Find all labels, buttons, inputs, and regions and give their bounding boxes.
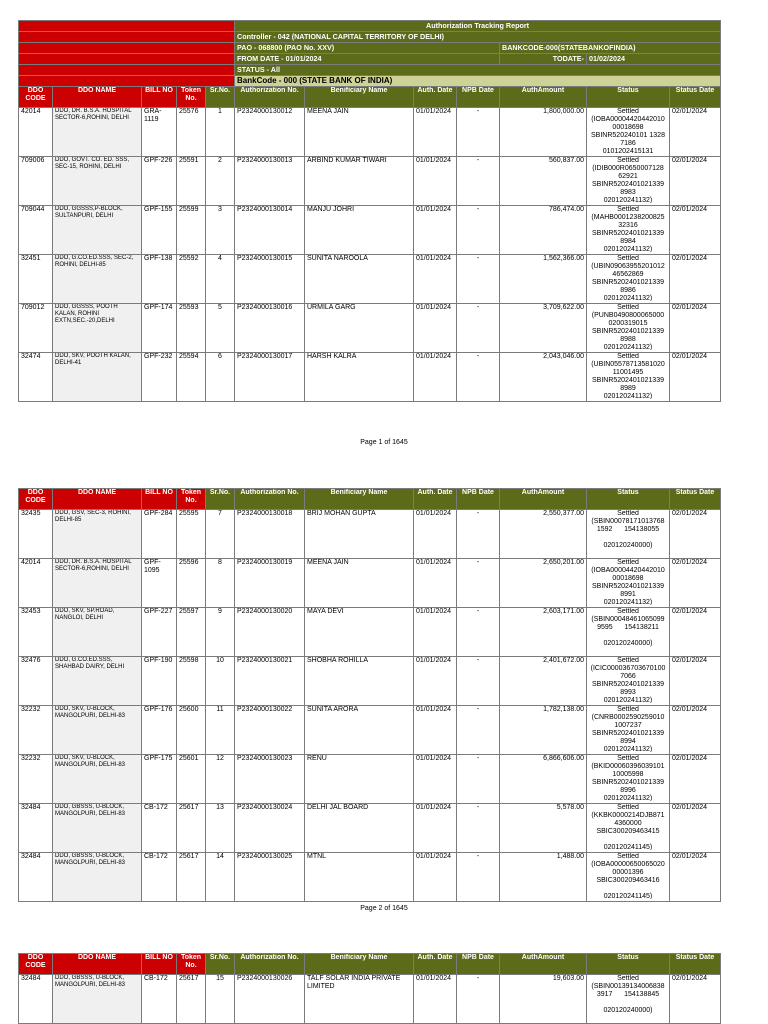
cell-status-date: 02/01/2024 [670,353,721,402]
cell-status-date: 02/01/2024 [670,608,721,657]
cell-sr-no: 12 [206,755,235,804]
cell-ddo-name: DDO, GBSSS, U-BLOCK, MANGOLPURI, DELHI-83 [53,975,142,1024]
cell-ddo-code: 709044 [19,206,53,255]
cell-status-date: 02/01/2024 [670,157,721,206]
cell-auth-date: 01/01/2024 [414,304,457,353]
table-row [19,657,721,706]
cell-token-no: 25617 [177,853,206,902]
col-ddo-name: DDO NAME [53,87,142,108]
col-bill-no: BILL NO [142,87,177,108]
cell-status-date: 02/01/2024 [670,706,721,755]
table-row [19,510,721,559]
cell-amount: 2,043,046.00 [500,353,587,402]
status-line: STATUS - All [235,65,721,76]
cell-auth-no: P2324000130015 [235,255,305,304]
cell-npb-date: - [457,706,500,755]
cell-npb-date: - [457,206,500,255]
cell-beneficiary: TALF SOLAR INDIA PRIVATE LIMITED [305,975,414,1024]
report-page-2 [18,488,715,902]
table-row [19,304,721,353]
cell-amount: 1,488.00 [500,853,587,902]
table-row [19,206,721,255]
cell-sr-no: 9 [206,608,235,657]
col-ddo-code: DDO CODE [19,954,53,975]
cell-beneficiary: MAYA DEVI [305,608,414,657]
column-header-row [19,87,721,108]
cell-npb-date: - [457,804,500,853]
cell-status: Settled (UBIN09063955201012 46562869 SBINR5202401021339 8986 020120241132) [587,255,670,304]
cell-npb-date: - [457,304,500,353]
col-amount: AuthAmount [500,954,587,975]
cell-ddo-code: 709012 [19,304,53,353]
cell-beneficiary: MEENA JAIN [305,559,414,608]
cell-auth-no: P2324000130020 [235,608,305,657]
cell-npb-date: - [457,755,500,804]
cell-status-date: 02/01/2024 [670,755,721,804]
col-beneficiary: Benificiary Name [305,954,414,975]
report-table-3 [18,953,721,1024]
cell-sr-no: 3 [206,206,235,255]
cell-auth-no: P2324000130017 [235,353,305,402]
cell-npb-date: - [457,510,500,559]
cell-ddo-code: 42014 [19,108,53,157]
cell-amount: 2,550,377.00 [500,510,587,559]
cell-auth-no: P2324000130022 [235,706,305,755]
cell-status-date: 02/01/2024 [670,853,721,902]
cell-auth-no: P2324000130016 [235,304,305,353]
col-sr-no: Sr.No. [206,489,235,510]
col-auth-no: Authorization No. [235,954,305,975]
cell-ddo-code: 709006 [19,157,53,206]
cell-status: Settled (CNRB0002590259010 1007237 SBINR5202401021339 8994 020120241132) [587,706,670,755]
table-row [19,108,721,157]
cell-bill-no: GPF-226 [142,157,177,206]
col-auth-date: Auth. Date [414,954,457,975]
cell-ddo-name: DDO, GBSSS, U-BLOCK, MANGOLPURI, DELHI-83 [53,804,142,853]
cell-token-no: 25600 [177,706,206,755]
cell-amount: 560,837.00 [500,157,587,206]
cell-ddo-name: DDO, GOVT. CO. ED. SSS, SEC-15, ROHINI, DELHI [53,157,142,206]
cell-bill-no: GRA-1119 [142,108,177,157]
table-row [19,157,721,206]
cell-npb-date: - [457,353,500,402]
table-row [19,608,721,657]
report-header-table [18,20,721,402]
cell-bill-no: GPF-174 [142,304,177,353]
cell-bill-no: GPF-190 [142,657,177,706]
table-row [19,559,721,608]
col-bill-no: BILL NO [142,954,177,975]
report-title: Authorization Tracking Report [235,21,721,32]
col-auth-no: Authorization No. [235,87,305,108]
cell-auth-no: P2324000130024 [235,804,305,853]
cell-status-date: 02/01/2024 [670,304,721,353]
column-header-row [19,954,721,975]
cell-bill-no: GPF-284 [142,510,177,559]
cell-beneficiary: SHOBHA ROHILLA [305,657,414,706]
cell-ddo-code: 32476 [19,657,53,706]
cell-bill-no: GPF-227 [142,608,177,657]
cell-status-date: 02/01/2024 [670,206,721,255]
cell-amount: 1,782,138.00 [500,706,587,755]
cell-token-no: 25576 [177,108,206,157]
cell-sr-no: 15 [206,975,235,1024]
report-page-1 [18,20,715,402]
col-sr-no: Sr.No. [206,954,235,975]
cell-auth-no: P2324000130025 [235,853,305,902]
cell-auth-date: 01/01/2024 [414,975,457,1024]
cell-token-no: 25598 [177,657,206,706]
col-token-no: Token No. [177,954,206,975]
cell-bill-no: CB-172 [142,853,177,902]
cell-status: Settled (MAHB0001238200825 32316 SBINR5202401021339 8984 020120241132) [587,206,670,255]
col-ddo-name: DDO NAME [53,954,142,975]
cell-bill-no: GPF-155 [142,206,177,255]
cell-beneficiary: SUNITA ARORA [305,706,414,755]
cell-beneficiary: MEENA JAIN [305,108,414,157]
cell-auth-date: 01/01/2024 [414,157,457,206]
col-npb-date: NPB Date [457,489,500,510]
cell-sr-no: 8 [206,559,235,608]
cell-auth-no: P2324000130013 [235,157,305,206]
cell-sr-no: 13 [206,804,235,853]
cell-auth-no: P2324000130014 [235,206,305,255]
col-status: Status [587,954,670,975]
cell-bill-no: CB-172 [142,975,177,1024]
cell-sr-no: 4 [206,255,235,304]
cell-status: Settled (KKBK0000214DJB871 4360000 SBIC300209463415 020120241145) [587,804,670,853]
todate-label: TODATE- [500,54,587,65]
cell-auth-no: P2324000130023 [235,755,305,804]
cell-beneficiary: URMILA GARG [305,304,414,353]
cell-sr-no: 10 [206,657,235,706]
cell-bill-no: GPF-175 [142,755,177,804]
column-header-row [19,489,721,510]
table-row [19,975,721,1024]
cell-token-no: 25591 [177,157,206,206]
cell-amount: 2,650,201.00 [500,559,587,608]
cell-token-no: 25601 [177,755,206,804]
cell-npb-date: - [457,975,500,1024]
cell-ddo-name: DDO, GGSSS, POOTH KALAN, ROHINI EXTN,SEC.-20,DELHI [53,304,142,353]
cell-ddo-name: DDO, DR. B.S.A. HOSPITAL SECTOR-6,ROHINI, DELHI [53,559,142,608]
cell-amount: 2,603,171.00 [500,608,587,657]
cell-auth-date: 01/01/2024 [414,804,457,853]
cell-amount: 1,800,000.00 [500,108,587,157]
cell-ddo-code: 32453 [19,608,53,657]
cell-beneficiary: BRIJ MOHAN GUPTA [305,510,414,559]
cell-auth-date: 01/01/2024 [414,559,457,608]
cell-ddo-name: DDO, SKV, SP.ROAD, NANGLOI, DELHI [53,608,142,657]
cell-ddo-name: DDO, DR. B.S.A. HOSPITAL SECTOR-6,ROHINI, DELHI [53,108,142,157]
cell-beneficiary: MANJU JOHRI [305,206,414,255]
col-token-no: Token No. [177,489,206,510]
cell-sr-no: 2 [206,157,235,206]
table-row [19,804,721,853]
cell-ddo-code: 32435 [19,510,53,559]
cell-npb-date: - [457,108,500,157]
col-status-date: Status Date [670,87,721,108]
cell-beneficiary: SUNITA NAROOLA [305,255,414,304]
col-auth-no: Authorization No. [235,489,305,510]
controller-line: Controller - 042 (NATIONAL CAPITAL TERRITORY OF DELHI) [235,32,721,43]
table-row [19,853,721,902]
pao-line: PAO - 068800 (PAO No. XXV) [235,43,500,54]
col-ddo-name: DDO NAME [53,489,142,510]
cell-ddo-code: 32474 [19,353,53,402]
col-amount: AuthAmount [500,87,587,108]
cell-ddo-code: 42014 [19,559,53,608]
col-npb-date: NPB Date [457,954,500,975]
cell-bill-no: GPF-1095 [142,559,177,608]
cell-ddo-name: DDO, G.CO.ED.SSS, SEC-2, ROHINI, DELHI-85 [53,255,142,304]
cell-ddo-name: DDO, SKV, U-BLOCK, MANGOLPURI, DELHI-83 [53,706,142,755]
cell-token-no: 25599 [177,206,206,255]
cell-auth-date: 01/01/2024 [414,657,457,706]
cell-status: Settled (IOBA00004420442010 00018698 SBINR5202401021339 8991 020120241132) [587,559,670,608]
cell-auth-no: P2324000130019 [235,559,305,608]
cell-bill-no: GPF-232 [142,353,177,402]
report-page-3 [18,953,715,1024]
cell-auth-no: P2324000130012 [235,108,305,157]
cell-ddo-code: 32451 [19,255,53,304]
page-footer-1: Page 1 of 1645 [360,439,408,446]
todate-value: 01/02/2024 [587,54,721,65]
bank-line: BankCode - 000 (STATE BANK OF INDIA) [235,76,721,87]
cell-bill-no: GPF-138 [142,255,177,304]
cell-token-no: 25594 [177,353,206,402]
cell-auth-date: 01/01/2024 [414,755,457,804]
cell-ddo-name: DDO, SKV, U-BLOCK, MANGOLPURI, DELHI-83 [53,755,142,804]
cell-status: Settled (IOBA00004420442010 00018698 SBINR520240101 1328 7186 0101202415131 [587,108,670,157]
cell-beneficiary: RENU [305,755,414,804]
cell-npb-date: - [457,657,500,706]
cell-status: Settled (IOBA00000650065020 00001396 SBIC300209463416 020120241145) [587,853,670,902]
cell-ddo-name: DDO, G.CO.ED.SSS, SHAHBAD DAIRY, DELHI [53,657,142,706]
cell-status-date: 02/01/2024 [670,657,721,706]
cell-token-no: 25597 [177,608,206,657]
cell-status: Settled (SBIN00078171013768 1592 154138055 020120240000) [587,510,670,559]
cell-token-no: 25617 [177,804,206,853]
cell-amount: 6,866,606.00 [500,755,587,804]
col-sr-no: Sr.No. [206,87,235,108]
cell-npb-date: - [457,559,500,608]
cell-amount: 3,709,622.00 [500,304,587,353]
report-table-2 [18,488,721,902]
cell-amount: 1,562,366.00 [500,255,587,304]
cell-status: Settled (BKID00060396039101 10005998 SBINR5202401021339 8996 020120241132) [587,755,670,804]
cell-auth-date: 01/01/2024 [414,706,457,755]
cell-ddo-code: 32484 [19,975,53,1024]
cell-npb-date: - [457,853,500,902]
col-beneficiary: Benificiary Name [305,87,414,108]
cell-token-no: 25592 [177,255,206,304]
cell-auth-no: P2324000130018 [235,510,305,559]
from-date-line: FROM DATE - 01/01/2024 [235,54,500,65]
cell-auth-date: 01/01/2024 [414,510,457,559]
table-row [19,255,721,304]
cell-beneficiary: ARBIND KUMAR TIWARI [305,157,414,206]
cell-npb-date: - [457,157,500,206]
col-status-date: Status Date [670,954,721,975]
cell-sr-no: 14 [206,853,235,902]
bankcode-right: BANKCODE-000(STATEBANKOFINDIA) [500,43,721,54]
cell-token-no: 25617 [177,975,206,1024]
cell-ddo-name: DDO, GGSSS,P-BLOCK, SULTANPURI, DELHI [53,206,142,255]
col-bill-no: BILL NO [142,489,177,510]
cell-token-no: 25595 [177,510,206,559]
cell-status: Settled (IDIB000R0650007128 62921 SBINR5202401021339 8983 020120241132) [587,157,670,206]
cell-sr-no: 1 [206,108,235,157]
cell-auth-date: 01/01/2024 [414,108,457,157]
cell-auth-date: 01/01/2024 [414,206,457,255]
cell-auth-date: 01/01/2024 [414,255,457,304]
cell-status: Settled (UBIN05578713581020 11001495 SBINR5202401021339 8989 020120241132) [587,353,670,402]
cell-sr-no: 6 [206,353,235,402]
cell-auth-no: P2324000130026 [235,975,305,1024]
cell-status-date: 02/01/2024 [670,108,721,157]
cell-ddo-code: 32232 [19,755,53,804]
cell-amount: 2,401,672.00 [500,657,587,706]
cell-bill-no: GPF-176 [142,706,177,755]
col-status: Status [587,489,670,510]
cell-sr-no: 7 [206,510,235,559]
table-row [19,755,721,804]
page-footer-2: Page 2 of 1645 [360,905,408,912]
cell-amount: 786,474.00 [500,206,587,255]
cell-sr-no: 5 [206,304,235,353]
col-token-no: Token No. [177,87,206,108]
cell-ddo-code: 32232 [19,706,53,755]
cell-beneficiary: DELHI JAL BOARD [305,804,414,853]
cell-npb-date: - [457,608,500,657]
col-npb-date: NPB Date [457,87,500,108]
col-ddo-code: DDO CODE [19,87,53,108]
cell-token-no: 25593 [177,304,206,353]
cell-amount: 5,578.00 [500,804,587,853]
col-status-date: Status Date [670,489,721,510]
col-beneficiary: Benificiary Name [305,489,414,510]
cell-ddo-name: DDO, GBSSS, U-BLOCK, MANGOLPURI, DELHI-83 [53,853,142,902]
col-status: Status [587,87,670,108]
cell-auth-date: 01/01/2024 [414,853,457,902]
cell-bill-no: CB-172 [142,804,177,853]
cell-token-no: 25596 [177,559,206,608]
cell-ddo-code: 32484 [19,804,53,853]
cell-status: Settled (SBIN00139134006838 3917 154138845 020120240000) [587,975,670,1024]
cell-auth-no: P2324000130021 [235,657,305,706]
cell-status-date: 02/01/2024 [670,255,721,304]
cell-status: Settled (PUNB0490800065000 0200319015 SBINR5202401021339 8988 020120241132) [587,304,670,353]
cell-status-date: 02/01/2024 [670,510,721,559]
cell-ddo-name: DDO, GSV, SEC-3, ROHINI, DELHI-85 [53,510,142,559]
cell-status-date: 02/01/2024 [670,975,721,1024]
col-ddo-code: DDO CODE [19,489,53,510]
cell-auth-date: 01/01/2024 [414,353,457,402]
col-auth-date: Auth. Date [414,87,457,108]
cell-status-date: 02/01/2024 [670,559,721,608]
cell-beneficiary: HARSH KALRA [305,353,414,402]
cell-beneficiary: MTNL [305,853,414,902]
cell-sr-no: 11 [206,706,235,755]
cell-ddo-code: 32484 [19,853,53,902]
table-row [19,706,721,755]
cell-npb-date: - [457,255,500,304]
cell-auth-date: 01/01/2024 [414,608,457,657]
table-row [19,353,721,402]
cell-status: Settled (SBIN00048461065099 9595 154138211 020120240000) [587,608,670,657]
cell-amount: 19,603.00 [500,975,587,1024]
col-amount: AuthAmount [500,489,587,510]
col-auth-date: Auth. Date [414,489,457,510]
cell-status-date: 02/01/2024 [670,804,721,853]
cell-status: Settled (ICIC000036703670100 7066 SBINR5202401021339 8993 020120241132) [587,657,670,706]
cell-ddo-name: DDO, SKV, POOTH KALAN, DELHI-41 [53,353,142,402]
